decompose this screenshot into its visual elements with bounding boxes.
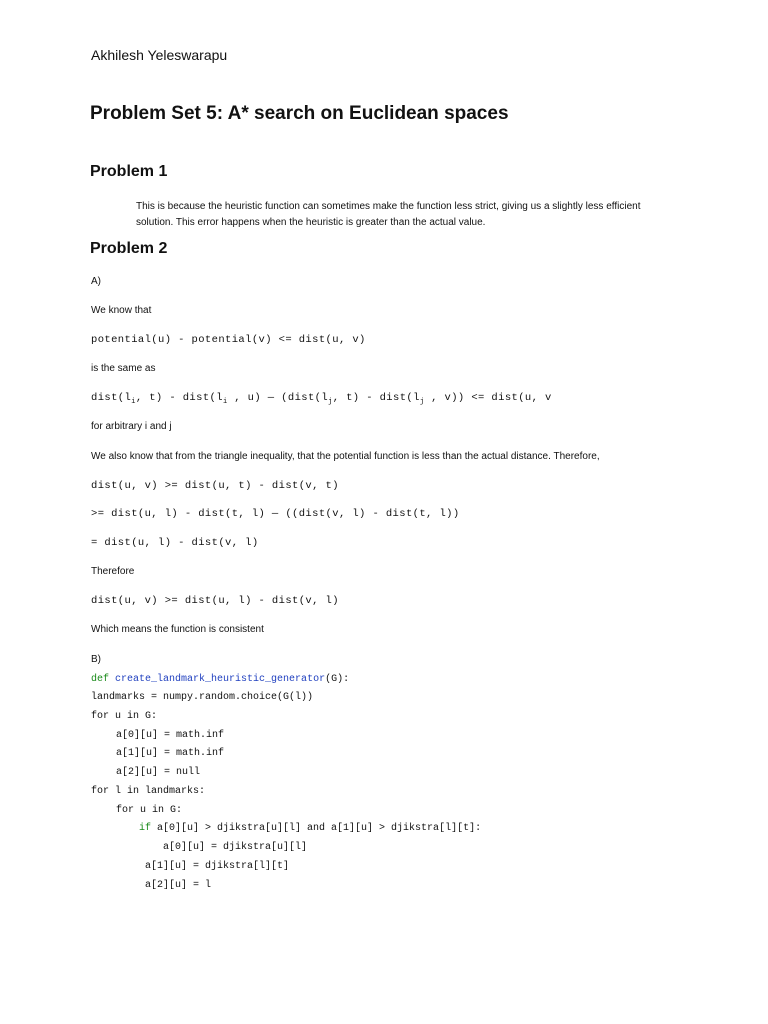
if-keyword: if	[139, 823, 152, 834]
subscript-j: j	[328, 398, 333, 406]
arbitrary-text: for arbitrary i and j	[91, 421, 172, 432]
problem-1-answer: This is because the heuristic function can sometimes make the function less strict, giving us a slightly less efficient solution. This error happens when the heuristic is greater than the actual value.	[136, 201, 641, 228]
function-name: create_landmark_heuristic_generator	[115, 674, 326, 685]
conclusion-text: Which means the function is consistent	[91, 624, 264, 635]
code-line-a0-assign: a[0][u] = djikstra[u][l]	[163, 842, 308, 853]
equation-potential: potential(u) - potential(v) <= dist(u, v)	[91, 334, 366, 346]
problem-2-heading: Problem 2	[90, 240, 168, 257]
document-title: Problem Set 5: A* search on Euclidean spaces	[90, 103, 509, 124]
code-line-for-l: for l in landmarks:	[91, 786, 206, 797]
code-line-def	[91, 674, 349, 685]
part-b-label: B)	[91, 654, 101, 665]
same-as-text: is the same as	[91, 363, 156, 374]
author-name: Akhilesh Yeleswarapu	[91, 47, 228, 63]
problem-1-heading: Problem 1	[90, 163, 168, 180]
eq2-part-3: , u) — (dist(l	[227, 392, 329, 404]
code-line-a1-assign: a[1][u] = djikstra[l][t]	[145, 861, 290, 872]
def-keyword: def	[91, 674, 110, 685]
if-condition: a[0][u] > djikstra[u][l] and a[1][u] > djikstra[l][t]:	[151, 823, 482, 834]
eq2-part-1: dist(l	[91, 392, 132, 404]
equation-step-3: = dist(u, l) - dist(v, l)	[91, 537, 259, 549]
code-line-a2-assign: a[2][u] = l	[145, 880, 212, 891]
triangle-inequality-text: We also know that from the triangle inequality, that the potential function is less than the actual distance. Therefore,	[91, 451, 600, 462]
part-a-label: A)	[91, 276, 101, 287]
subscript-i: i	[222, 398, 228, 406]
we-know-text: We know that	[91, 305, 152, 316]
eq2-part-4: , t) - dist(l	[332, 392, 420, 404]
code-line-for-u-inner: for u in G:	[116, 805, 183, 816]
code-line-landmarks: landmarks = numpy.random.choice(G(l))	[91, 692, 314, 703]
code-line-a2-init: a[2][u] = null	[116, 767, 201, 778]
function-args: (G):	[325, 674, 350, 685]
therefore-text: Therefore	[91, 566, 135, 577]
eq2-part-5: , v)) <= dist(u, v	[424, 392, 552, 404]
code-line-a1-init: a[1][u] = math.inf	[116, 748, 225, 759]
code-line-for-u: for u in G:	[91, 711, 158, 722]
code-line-if	[139, 823, 481, 834]
equation-step-2: >= dist(u, l) - dist(t, l) — ((dist(v, l) - dist(t, l))	[91, 508, 460, 520]
equation-step-1: dist(u, v) >= dist(u, t) - dist(v, t)	[91, 480, 339, 492]
eq2-part-2: , t) - dist(l	[135, 392, 223, 404]
subscript-j: j	[419, 398, 425, 406]
subscript-i: i	[131, 398, 136, 406]
equation-result: dist(u, v) >= dist(u, l) - dist(v, l)	[91, 595, 339, 607]
code-line-a0-init: a[0][u] = math.inf	[116, 730, 225, 741]
equation-landmark-distance	[91, 392, 552, 406]
